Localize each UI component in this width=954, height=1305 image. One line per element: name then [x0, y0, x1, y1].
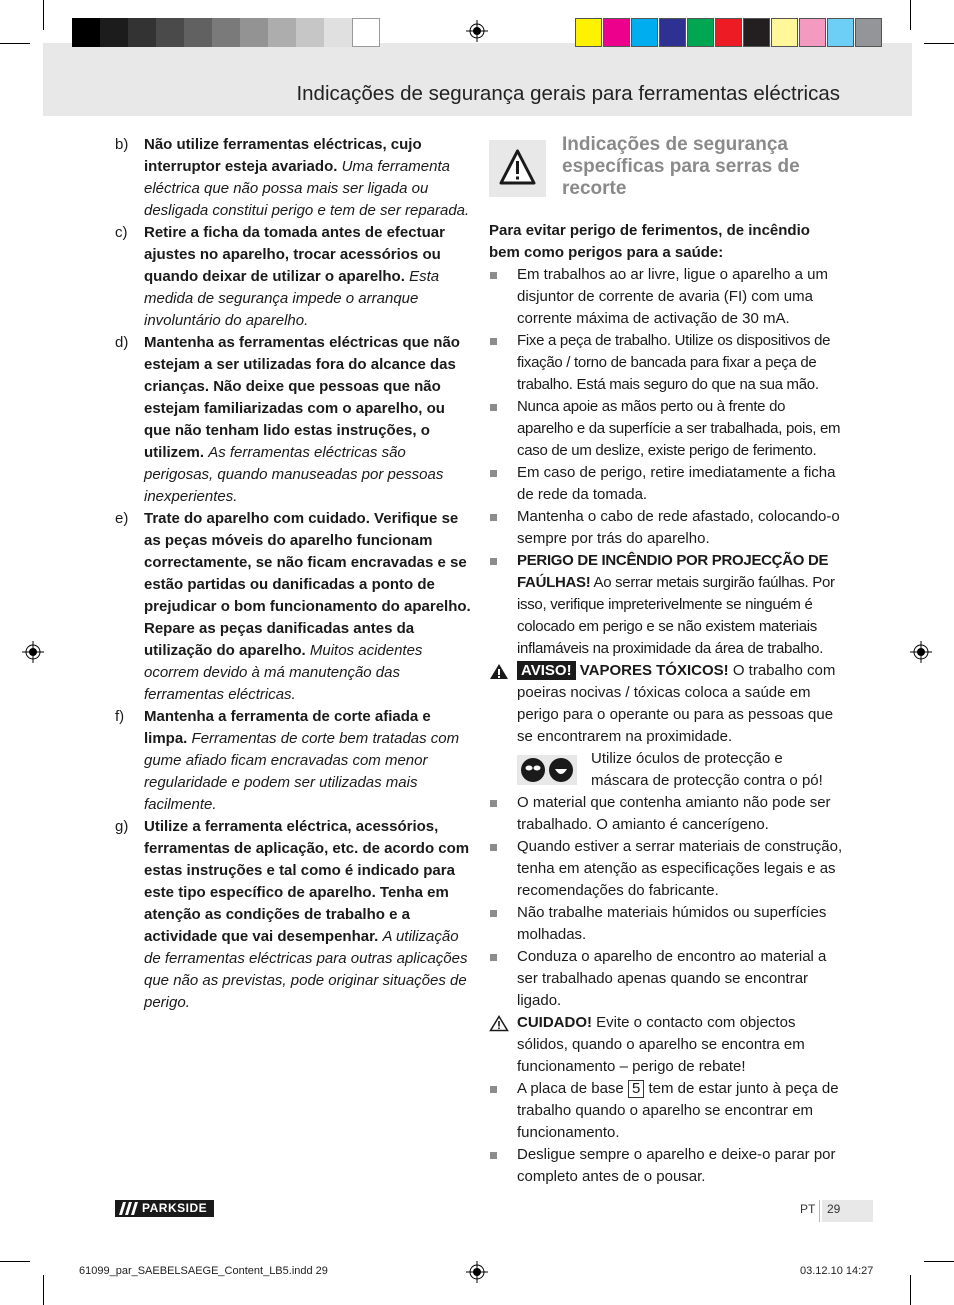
gray-swatch [128, 18, 156, 47]
warning-triangle-icon [489, 140, 546, 197]
list-item: Conduza o aparelho de encontro ao material a ser trabalhado apenas quando se encontrar ligado. [489, 946, 844, 1012]
color-swatch [743, 18, 770, 47]
slug-filename: 61099_par_SAEBELSAEGE_Content_LB5.indd 29 [79, 1265, 328, 1277]
list-item: b) Não utilize ferramentas eléctricas, cujo interruptor esteja avariado. Uma ferramenta eléctrica que não possa mais ser ligada ou desligada constitui perigo e tem de ser reparada. [115, 136, 470, 219]
bullet-square-icon [490, 338, 497, 345]
crop-mark [910, 0, 911, 30]
gray-swatch [268, 18, 296, 47]
color-swatch [575, 18, 602, 47]
list-item: PERIGO DE INCÊNDIO POR PROJECÇÃO DE FAÚLHAS! Ao serrar metais surgirão faúlhas. Por isso, verifique impreterivelmente se ninguém é colocado em perigo e se não existem materiais inflamáveis na proximidade da área de trabalho. [489, 550, 844, 660]
crop-mark [43, 0, 44, 30]
bullet-square-icon [490, 272, 497, 279]
left-column [115, 134, 473, 1014]
gray-swatch [296, 18, 324, 47]
section-title: Indicações de segurança específicas para serras de recorte [562, 134, 800, 199]
list-item: g) Utilize a ferramenta eléctrica, acessórios, ferramentas de aplicação, etc. de acordo com estas instruções e tal como é indicado para este tipo específico de aparelho. Tenha em atenção as condições de trabalho e a actividade que vai desempenhar. A utilização de ferramentas eléctricas para outras aplicações que não as previstas, pode originar situações de perigo. [115, 818, 470, 1011]
color-swatch [827, 18, 854, 47]
slug-timestamp: 03.12.10 14:27 [800, 1265, 874, 1277]
section-header [489, 134, 844, 220]
bullet-square-icon [490, 954, 497, 961]
warning-box [489, 140, 546, 197]
list-item: e) Trate do aparelho com cuidado. Verifique se as peças móveis do aparelho funcionam correctamente, se não ficam encravadas e se estão partidas ou danificadas a ponto de prejudicar o bom funcionamento do aparelho. Repare as peças danificadas antes da utilização do aparelho. Muitos acidentes ocorrem devido à má manutenção das ferramentas eléctricas. [115, 510, 471, 703]
safety-goggles-mask-icon [517, 755, 577, 785]
list-item: Nunca apoie as mãos perto ou à frente do aparelho e da superfície a ser trabalhada, pois, em caso de um deslize, existe perigo de ferimento. [489, 396, 844, 462]
gray-swatch [156, 18, 184, 47]
gray-swatch [352, 18, 380, 47]
gray-swatch [212, 18, 240, 47]
list-item: Desligue sempre o aparelho e deixe-o parar por completo antes de o pousar. [489, 1144, 844, 1188]
bullet-square-icon [490, 910, 497, 917]
list-item: f) Mantenha a ferramenta de corte afiada e limpa. Ferramentas de corte bem tratadas com gume afiado ficam encravadas com menor regularidade e podem ser utilizadas mais facilmente. [115, 708, 460, 813]
list-item: d) Mantenha as ferramentas eléctricas que não estejam a ser utilizadas fora do alcance das crianças. Não deixe que pessoas que não estejam familiarizadas com o aparelho, ou que não tenham lido estas instruções, o utilizem. As ferramentas eléctricas são perigosas, quando manuseadas por pessoas inexperientes. [115, 334, 460, 505]
list-item: Em caso de perigo, retire imediatamente a ficha de rede da tomada. [489, 462, 844, 506]
intro-text: Para evitar perigo de ferimentos, de incêndio bem como perigos para a saúde: [489, 222, 810, 261]
list-item: Quando estiver a serrar materiais de construção, tenha em atenção as especificações legais e as recomendações do fabricante. [489, 836, 844, 902]
bullet-square-icon [490, 800, 497, 807]
registration-mark-icon [466, 1261, 488, 1283]
list-item: Não trabalhe materiais húmidos ou superfícies molhadas. [489, 902, 844, 946]
bullet-square-icon [490, 514, 497, 521]
crop-mark [0, 43, 30, 44]
brand-logo [115, 1200, 214, 1217]
list-item: Em trabalhos ao ar livre, ligue o aparelho a um disjuntor de corrente de avaria (FI) com uma corrente máxima de activação de 30 mA. [489, 264, 844, 330]
part-reference: 5 [628, 1080, 644, 1098]
warning-paragraph: AVISO! VAPORES TÓXICOS! O trabalho com poeiras nocivas / tóxicas coloca a saúde em perigo para o operante ou para as pessoas que se encontrarem na proximidade. [489, 660, 844, 748]
list-item: Mantenha o cabo de rede afastado, colocando-o sempre por trás do aparelho. [489, 506, 844, 550]
footer-divider [819, 1200, 820, 1222]
page-number: 29 [827, 1202, 841, 1216]
bullet-square-icon [490, 470, 497, 477]
crop-mark [910, 1275, 911, 1305]
bullet-square-icon [490, 558, 497, 565]
caution-triangle-icon [489, 1015, 509, 1032]
gray-swatch [72, 18, 100, 47]
color-swatch [799, 18, 826, 47]
registration-mark-icon [910, 641, 932, 663]
color-swatch [631, 18, 658, 47]
color-swatch [855, 18, 882, 47]
ppe-notice: Utilize óculos de protecção e máscara de protecção contra o pó! [489, 748, 844, 792]
crop-mark [43, 1275, 44, 1305]
crop-mark [924, 43, 954, 44]
bullet-square-icon [490, 404, 497, 411]
bullet-square-icon [490, 1086, 497, 1093]
caution-paragraph: CUIDADO! Evite o contacto com objectos sólidos, quando o aparelho se encontra em funcionamento – perigo de rebate! [489, 1012, 844, 1078]
list-item: c) Retire a ficha da tomada antes de efectuar ajustes no aparelho, trocar acessórios ou quando deixar de utilizar o aparelho. Esta medida de segurança impede o arranque involuntário do aparelho. [115, 224, 445, 329]
page-title: Indicações de segurança gerais para ferramentas eléctricas [296, 82, 840, 105]
language-code: PT [800, 1202, 816, 1216]
color-swatch [659, 18, 686, 47]
gray-swatch [324, 18, 352, 47]
color-swatch [603, 18, 630, 47]
brand-name: PARKSIDE [142, 1201, 208, 1215]
bullet-square-icon [490, 844, 497, 851]
color-swatch [687, 18, 714, 47]
gray-swatch [100, 18, 128, 47]
warning-triangle-icon [489, 663, 509, 680]
registration-mark-icon [22, 641, 44, 663]
gray-swatch [240, 18, 268, 47]
list-item: Fixe a peça de trabalho. Utilize os dispositivos de fixação / torno de bancada para fixar a peça de trabalho. Está mais seguro do que na sua mão. [489, 330, 844, 396]
color-swatch [715, 18, 742, 47]
bullet-square-icon [490, 1152, 497, 1159]
color-swatch [771, 18, 798, 47]
aviso-badge: AVISO! [517, 661, 576, 680]
ppe-icons [517, 755, 577, 785]
gray-swatch [184, 18, 212, 47]
right-column [489, 134, 844, 1188]
crop-mark [924, 1261, 954, 1262]
list-item: O material que contenha amianto não pode ser trabalhado. O amianto é cancerígeno. [489, 792, 844, 836]
crop-mark [0, 1261, 30, 1262]
list-item: A placa de base 5 tem de estar junto à peça de trabalho quando o aparelho se encontrar em funcionamento. [489, 1078, 844, 1144]
registration-mark-icon [466, 20, 488, 42]
logo-stripes-icon [119, 1202, 139, 1215]
